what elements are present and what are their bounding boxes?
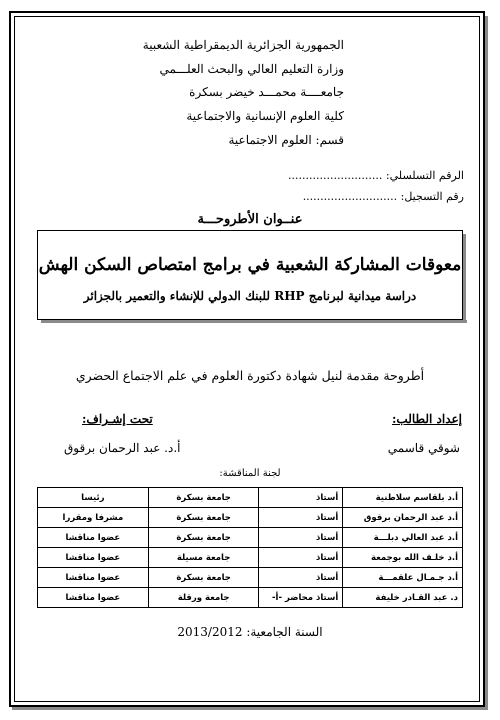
record-label: رقم التسجيل: [400, 190, 464, 203]
member-role: عضوا مناقشا [38, 568, 149, 588]
member-university: جامعة مسيلة [148, 548, 259, 568]
member-name: أ.د خلـف الله بوجمعة [343, 548, 463, 568]
thesis-heading: عنــوان الأطروحـــة [197, 212, 303, 227]
table-row [38, 488, 463, 508]
academic-year-value: 2013/2012 [177, 625, 243, 639]
member-name: أ.د عبد الرحمان برقوق [343, 508, 463, 528]
member-university: جامعة بسكرة [148, 508, 259, 528]
serial-value: ........................... [288, 169, 383, 182]
academic-year-label: السنة الجامعية: [246, 625, 323, 639]
member-name: أ.د عبد العالي دبلـــة [343, 528, 463, 548]
member-university: جامعة بسكرة [148, 528, 259, 548]
member-name: أ.د جـمـال علقمـــة [343, 568, 463, 588]
thesis-title: معوقات المشاركة الشعبية في برامج امتصاص السكن الهش [38, 255, 462, 275]
faculty-line: كلية العلوم الإنسانية والاجتماعية [186, 109, 344, 123]
table-row [38, 568, 463, 588]
student-name: شوقي قاسمي [387, 441, 460, 455]
committee-table [37, 487, 463, 608]
member-role: رئيسا [38, 488, 149, 508]
registration-number [303, 190, 464, 203]
supervisor-name: أ.د. عبد الرحمان برقوق [64, 441, 181, 455]
degree-statement: أطروحة مقدمة لنيل شهادة دكتورة العلوم في علم الاجتماع الحضري [75, 368, 425, 383]
republic-line: الجمهورية الجزائرية الديمقراطية الشعبية [142, 38, 344, 52]
member-university: جامعة بسكرة [148, 568, 259, 588]
member-role: عضوا مناقشا [38, 528, 149, 548]
table-row [38, 548, 463, 568]
serial-number [288, 169, 464, 182]
table-row [38, 508, 463, 528]
student-label: إعداد الطالب: [391, 412, 462, 426]
member-rank: أستاذ [259, 548, 343, 568]
supervisor-label: تحت إشـراف: [82, 412, 153, 426]
member-rank: أستاذ [259, 528, 343, 548]
member-university: جامعة ورقلة [148, 588, 259, 608]
member-role: عضوا مناقشا [38, 548, 149, 568]
record-value: ........................... [302, 190, 398, 203]
university-line: جامعــــة محمـــد خيضر بسكرة [189, 85, 344, 99]
member-name: أ.د بلقاسم سلاطنية [343, 488, 463, 508]
member-rank: أستاذ [259, 568, 343, 588]
department-line: قسم: العلوم الاجتماعية [228, 133, 344, 147]
member-role: مشرفا ومقررا [38, 508, 149, 528]
table-row [38, 528, 463, 548]
ministry-line: وزارة التعليم العالي والبحث العلـــمي [159, 62, 344, 76]
thesis-subtitle: دراسة ميدانية لبرنامج RHP للبنك الدولي للإنشاء والتعمير بالجزائر [83, 289, 417, 303]
member-university: جامعة بسكرة [148, 488, 259, 508]
page-shadow-right [485, 16, 488, 710]
member-rank: أستاذ محاضر -أ- [259, 588, 343, 608]
table-row [38, 588, 463, 608]
title-box-shadow-right [463, 234, 466, 322]
title-box [37, 230, 463, 320]
member-rank: أستاذ [259, 508, 343, 528]
member-name: د. عبد القـادر خليفة [343, 588, 463, 608]
page-shadow-bottom [12, 707, 488, 710]
member-role: عضوا مناقشا [38, 588, 149, 608]
serial-label: الرقم التسلسلي: [385, 169, 464, 182]
committee-label: لجنة المناقشة: [219, 468, 281, 479]
title-box-shadow-bottom [41, 320, 467, 323]
academic-year [0, 625, 500, 639]
member-rank: أستاذ [259, 488, 343, 508]
